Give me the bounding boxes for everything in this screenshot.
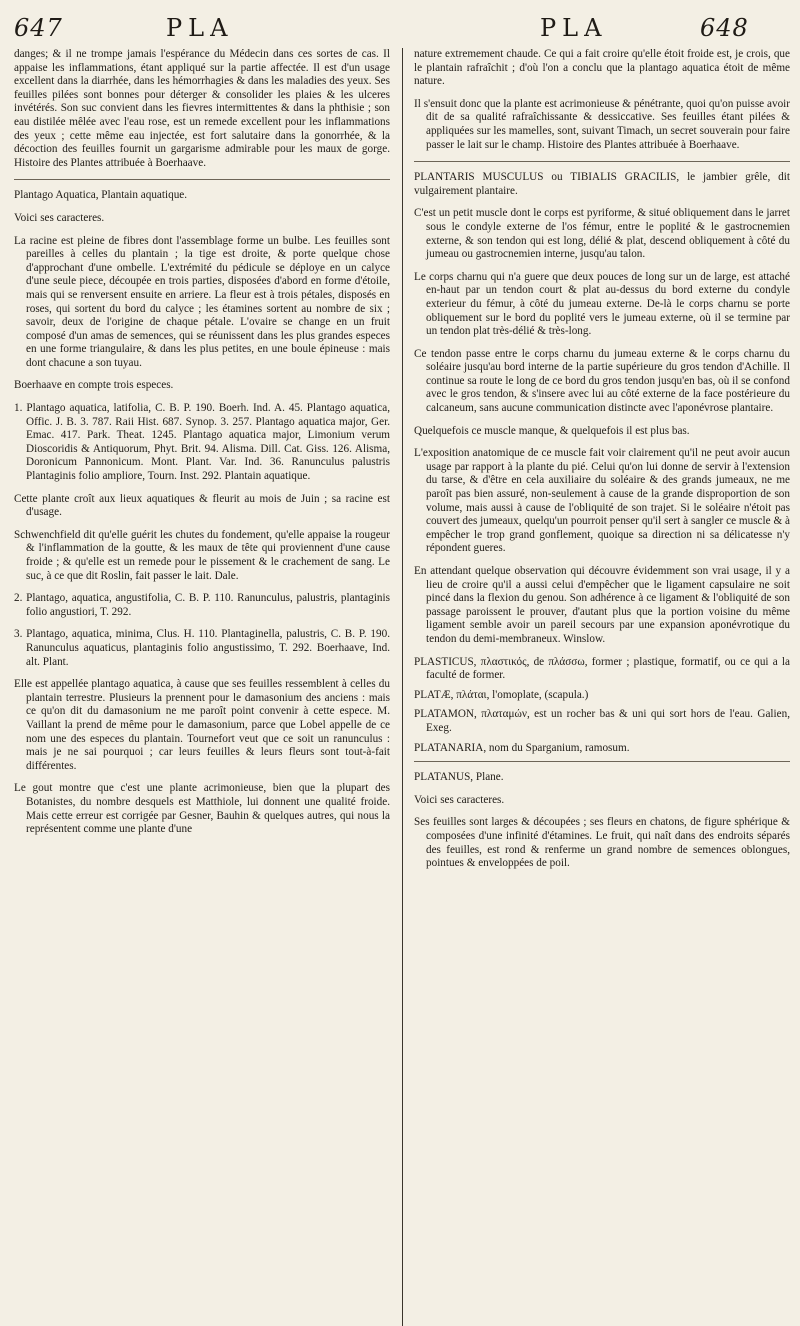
paragraph: Quelquefois ce muscle manque, & quelquefois il est plus bas. <box>414 424 690 437</box>
page-number-left: 647 <box>14 14 63 42</box>
right-column <box>414 48 790 880</box>
entry-heading: PLATANUS, Plane. <box>414 761 790 785</box>
paragraph: 1. Plantago aquatica, latifolia, C. B. P. 190. Boerh. Ind. A. 45. Plantago aquatica, Offic. J. B. 3. 787. Raii Hist. 687. Synop. 3. 257. Plantago aquatica major, Ger. Emac. 417. Park. Theat. 1245. Plantago aquatica major, Limonium verum Dioscoridis & Antiquorum, Phyt. Brit. 94. Alisma. Dill. Cat. Giss. 126. Alisma, Doronicum Pannonicum. Mont. Plant. Var. Ind. 36. Ranunculus palustris Plantaginis folio ampliore, Tourn. Inst. 292. Plantain aquatique. <box>14 402 390 483</box>
paragraph: Voici ses caracteres. <box>414 793 505 806</box>
paragraph: Le gout montre que c'est une plante acrimonieuse, bien que la plupart des Botanistes, du nombre desquels est Matthiole, lui donnent une qualité froide. Mais cette erreur est corrigée par Gesner, Bauhin & quelques autres, qui nous la représentent comme une plante d'une <box>14 782 390 836</box>
running-head-left: PLA <box>166 14 234 42</box>
paragraph: La racine est pleine de fibres dont l'assemblage forme un bulbe. Les feuilles sont pareilles à celles du plantain ; la tige est droite, & porte quelque chose d'approchant d'une ombelle. L'extrémité du pédicule se déploye en un calyce d'une seule piece, découpée en trois parties, disposées d'abord en forme d'étoile, mais qui se renversent ensuite en arriere. La fleur est à trois pétales, disposés en roses, qui sortent du bord du calyce ; les étamines sortent au nombre de six ; savoir, deux de l'origine de chaque pétale. L'ovaire se change en un fruit composé d'un amas de semences, qui se réunissent dans les plus grandes especes en une forme triangulaire, & dans les plus petites, en une boule épineuse : mais dont chacune a son tuyau. <box>14 234 390 369</box>
running-head-right: PLA <box>540 14 608 42</box>
dictionary-entry: PLATANARIA, nom du Sparganium, ramosum. <box>414 741 630 754</box>
entry-heading: PLANTARIS MUSCULUS ou TIBIALIS GRACILIS, le jambier grêle, dit vulgairement plantaire. <box>414 161 790 198</box>
paragraph: Il s'ensuit donc que la plante est acrimonieuse & pénétrante, quoi qu'on puisse avoir dit de sa qualité rafraîchissante & dessiccative. Ses feuilles étant pilées & appliquées sur les mamelles, sont, suivant Timach, un secret souverain pour faire passer le lait sur le champ. Histoire des Plantes attribuée à Boerhaave. <box>414 97 790 151</box>
paragraph: Ce tendon passe entre le corps charnu du jumeau externe & le corps charnu du soléaire jusqu'au bord interne de la partie supérieure du gros tendon d'Achille. Il continue sa route le long de ce bord du gros tendon jusqu'en bas, où il se confond avec le gros tendon, & s'insere avec lui au côté externe de la face postérieure du calcaneum, sans aucune communication distincte avec l'aponévrose plantaire. <box>414 347 790 415</box>
page-number-right: 648 <box>700 14 749 42</box>
dictionary-entry: PLATÆ, πλάται, l'omoplate, (scapula.) <box>414 688 589 701</box>
paragraph: Ses feuilles sont larges & découpées ; ses fleurs en chatons, de figure sphérique & composées d'une infinité d'étamines. Le fruit, qui naît dans des endroits séparés des feuilles, est rond & renferme un grand nombre de semences oblongues, pointues & enveloppées de poil. <box>414 816 790 870</box>
paragraph: Schwenchfield dit qu'elle guérit les chutes du fondement, qu'elle appaise la rougeur & l'inflammation de la goutte, & les maux de tête qui proviennent d'une cause froide ; & qu'elle est un remede pour le pissement & le crachement de sang. Le suc, à ce que dit Roslin, fait passer le lait. Dale. <box>14 528 390 582</box>
entry-heading: Plantago Aquatica, Plantain aquatique. <box>14 179 390 203</box>
paragraph: C'est un petit muscle dont le corps est pyriforme, & situé obliquement dans le jarret sous le condyle externe de l'os fémur, entre le poplité & le gastrocnemien externe, & son tendon qui est long, délié & plat, descend obliquement à côté du jumeau ou gastrocnemien interne, jusqu'au talon. <box>414 207 790 261</box>
paragraph: Le corps charnu qui n'a guere que deux pouces de long sur un de large, est attaché en-haut par un tendon court & plat au-dessus du bord externe du condyle exterieur du fémur, à côté du jumeau externe. De-là le corps charnu se porte obliquement sur le bord du poplité vers le jumeau externe, où il se termine par un tendon plat très-délié & très-long. <box>414 270 790 338</box>
paragraph: nature extremement chaude. Ce qui a fait croire qu'elle étoit froide est, je crois, que le plantain rafraîchit ; d'où l'on a conclu que la plantago aquatica étoit de même nature. <box>414 48 790 88</box>
paragraph: Boerhaave en compte trois especes. <box>14 379 174 392</box>
paragraph: 3. Plantago, aquatica, minima, Clus. H. 110. Plantaginella, palustris, C. B. P. 190. Ranunculus aquaticus, plantaginis folio angustissimo, T. 292. Boerhaave, Ind. alt. Plant. <box>14 628 390 668</box>
paragraph: Elle est appellée plantago aquatica, à cause que ses feuilles ressemblent à celles du plantain terrestre. Plusieurs la prennent pour le damasonium des anciens : mais ce qu'on dit du damasonium ne me paroît point convenir à cette espece. M. Vaillant la prend de même pour le damasonium, parce que Lobel appelle de ce nom une des especes du plantain. Tournefort veut que ce soit un ranunculus : mais je ne sai pourquoi ; car leurs feuilles & leurs fleurs sont tout-à-fait différentes. <box>14 678 390 772</box>
dictionary-entry: PLASTICUS, πλαστικός, de πλάσσω, former ; plastique, formatif, ou ce qui a la faculté de former. <box>414 655 790 682</box>
left-column <box>14 48 390 846</box>
paragraph: Voici ses caracteres. <box>14 211 105 224</box>
paragraph: L'exposition anatomique de ce muscle fait voir clairement qu'il ne peut avoir aucun usage par rapport à la plante du pié. Celui qu'on lui donne de servir à l'extension du tarse, & d'être en cela auxiliaire du soléaire & des grands jumeaux, ne me paroît pas bien assuré, non-seulement à cause de la grande disproportion de son volume, mais aussi à cause de l'obliquité de son trajet. Si le soléaire n'étoit pas couvert des jumeaux, quelqu'un pourroit penser qu'il sert à sangler ce muscle & à empêcher le trop grand gonflement, quoique sa direction ni sa délicatesse n'y répondent gueres. <box>414 447 790 555</box>
column-divider <box>402 48 403 1326</box>
dictionary-entry: PLATAMON, πλαταμών, est un rocher bas & uni qui sort hors de l'eau. Galien, Exeg. <box>414 708 790 734</box>
paragraph: Cette plante croît aux lieux aquatiques & fleurit au mois de Juin ; sa racine est d'usage. <box>14 492 390 519</box>
paragraph: En attendant quelque observation qui découvre évidemment son vrai usage, il y a lieu de croire qu'il a aussi celui d'empêcher que le ligament capsulaire ne soit pincé dans la flexion du genou. Son adhérence à ce ligament & l'obliquité de son passage paroissent le prouver, d'autant plus que la portion voisine du même ligament semble avoir un pareil secours par une expansion aponévrotique du tendon du demi-membraneux. Winslow. <box>414 565 790 645</box>
paragraph: danges; & il ne trompe jamais l'espérance du Médecin dans ces sortes de cas. Il appaise les inflammations, étant appliqué sur la partie affectée. Il est d'un usage excellent dans la diarrhée, dans les hémorrhagies & dans les maladies des yeux. Ses feuilles pilées sont bonnes pour déterger & consolider les plaies & les ulceres invétérés. Son suc convient dans les fievres intermittentes & dans la phthisie ; son eau distilée mêlée avec l'eau rose, est un remede excellent pour les inflammations des yeux ; cette même eau injectée, est fort salutaire dans la gonorrhée, & la décoction des feuilles fournit un gargarisme admirable pour les maux de gorge. Histoire des Plantes attribuée à Boerhaave. <box>14 48 390 169</box>
paragraph: 2. Plantago, aquatica, angustifolia, C. B. P. 110. Ranunculus, palustris, plantaginis folio angustiori, T. 292. <box>14 592 390 618</box>
